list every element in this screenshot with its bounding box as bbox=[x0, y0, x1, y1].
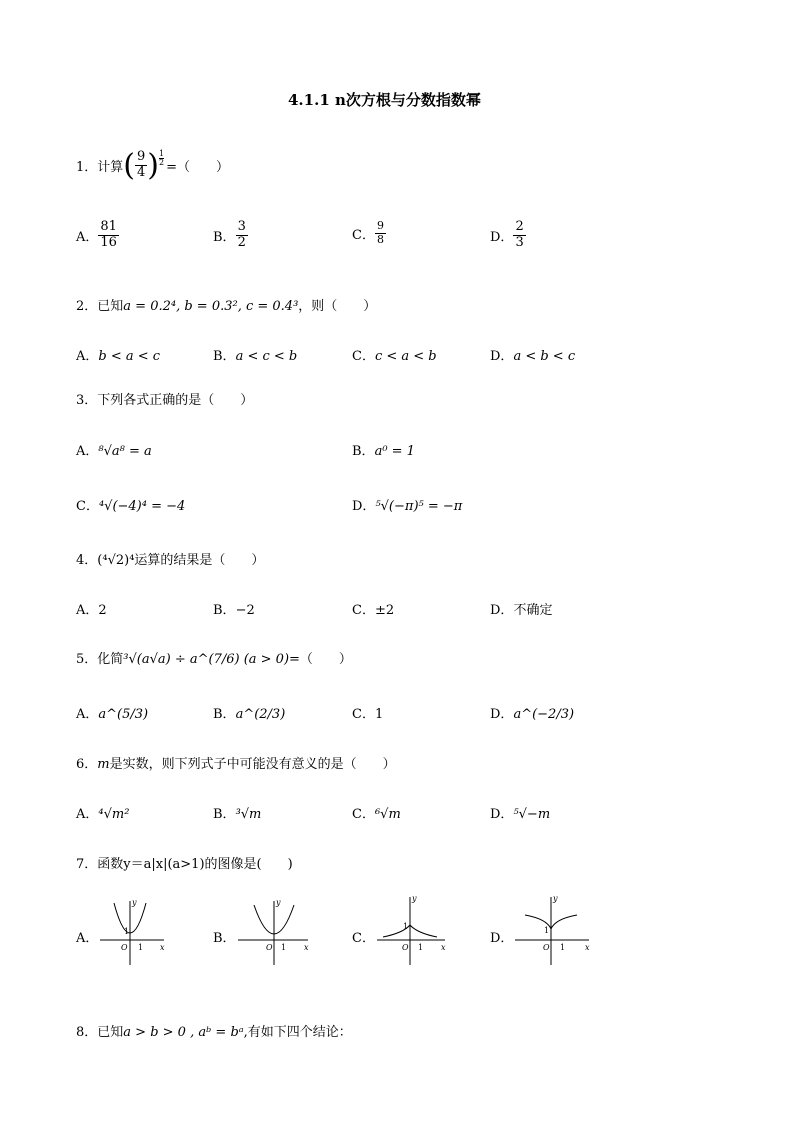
option-text: ⁵√(−π)⁵ = −π bbox=[375, 499, 463, 514]
option-label: C． bbox=[352, 227, 375, 243]
q6-option-c[interactable] bbox=[352, 803, 401, 822]
option-text: 2 bbox=[98, 603, 107, 618]
question-4 bbox=[76, 549, 264, 568]
option-label: C． bbox=[352, 807, 375, 822]
option-label: C． bbox=[352, 349, 375, 364]
question-4-suffix: 运算的结果是（ ） bbox=[134, 553, 265, 568]
question-1 bbox=[76, 140, 229, 190]
option-label: A． bbox=[76, 930, 99, 946]
q1-option-a[interactable] bbox=[76, 220, 119, 251]
q6-option-b[interactable] bbox=[213, 803, 261, 822]
tick-label: 1 bbox=[124, 927, 130, 936]
option-label: C． bbox=[76, 499, 99, 514]
option-label: B． bbox=[213, 707, 236, 722]
question-8-expression: a > b > 0 , aᵇ = bᵃ bbox=[123, 1025, 244, 1040]
option-label: C． bbox=[352, 603, 375, 618]
q4-option-a[interactable] bbox=[76, 599, 107, 618]
option-label: A． bbox=[76, 707, 99, 722]
graph-c bbox=[375, 893, 450, 969]
question-4-expression: (⁴√2)⁴ bbox=[97, 553, 135, 568]
q7-option-b[interactable] bbox=[213, 893, 311, 969]
option-label: B． bbox=[213, 930, 236, 946]
option-text: a⁰ = 1 bbox=[374, 444, 415, 459]
option-text: −2 bbox=[235, 603, 255, 618]
origin-label: O bbox=[543, 943, 550, 952]
question-6 bbox=[76, 753, 396, 772]
option-label: D． bbox=[490, 807, 514, 822]
option-text: b < a < c bbox=[98, 349, 161, 364]
question-2-suffix: ，则（ ） bbox=[298, 299, 377, 314]
option-text: a^(−2/3) bbox=[513, 707, 575, 722]
option-label: A． bbox=[76, 229, 99, 245]
q2-option-b[interactable] bbox=[213, 345, 297, 364]
base-fraction: $\frac{9}{4}$ bbox=[137, 148, 146, 180]
option-label: D． bbox=[490, 229, 514, 245]
question-2-prefix: 2．已知 bbox=[76, 299, 124, 314]
x-axis-label: x bbox=[585, 943, 590, 952]
option-text: ³√m bbox=[235, 807, 262, 822]
graph-a bbox=[98, 893, 168, 969]
y-axis-label: y bbox=[275, 898, 281, 907]
option-text: ±2 bbox=[374, 603, 395, 618]
option-text: 不确定 bbox=[513, 603, 553, 618]
x-axis-label: x bbox=[160, 943, 165, 952]
option-label: B． bbox=[213, 603, 236, 618]
tick-label: 1 bbox=[544, 926, 550, 935]
origin-label: O bbox=[265, 943, 273, 952]
option-label: B． bbox=[213, 807, 236, 822]
graph-b bbox=[236, 893, 311, 969]
q4-option-b[interactable] bbox=[213, 599, 255, 618]
question-5-suffix: =（ ） bbox=[289, 652, 352, 667]
q1-option-b[interactable] bbox=[213, 220, 248, 251]
question-5-prefix: 5．化简 bbox=[76, 652, 124, 667]
question-5 bbox=[76, 648, 352, 667]
q7-option-c[interactable] bbox=[352, 893, 450, 969]
x-axis-label: x bbox=[440, 943, 446, 952]
q7-option-d[interactable] bbox=[490, 893, 593, 969]
option-text: a < b < c bbox=[513, 349, 576, 364]
exponent-fraction: $\frac{1}{2}$ bbox=[159, 148, 165, 167]
q3-option-d[interactable] bbox=[352, 495, 462, 514]
option-label: A． bbox=[76, 444, 99, 459]
option-text: a^(2/3) bbox=[235, 707, 286, 722]
q3-option-c[interactable] bbox=[76, 495, 185, 514]
q7-option-a[interactable] bbox=[76, 893, 168, 969]
question-8-prefix: 8．已知 bbox=[76, 1025, 124, 1040]
q4-option-d[interactable] bbox=[490, 599, 552, 618]
graph-d bbox=[513, 893, 593, 969]
q2-option-d[interactable] bbox=[490, 345, 575, 364]
option-label: D． bbox=[490, 349, 514, 364]
q3-option-a[interactable] bbox=[76, 440, 152, 459]
option-text: ⁴√(−4)⁴ = −4 bbox=[98, 499, 186, 514]
option-label: C． bbox=[352, 930, 375, 946]
tick-label: 1 bbox=[402, 922, 409, 931]
tick-label: 1 bbox=[560, 943, 566, 952]
y-axis-label: y bbox=[132, 898, 137, 907]
x-axis-label: x bbox=[303, 943, 309, 952]
q2-option-c[interactable] bbox=[352, 345, 437, 364]
question-2-expression: a = 0.2⁴, b = 0.3², c = 0.4³ bbox=[123, 299, 299, 314]
option-text: ⁶√m bbox=[374, 807, 401, 822]
right-paren: ) bbox=[147, 147, 159, 183]
y-axis-label: y bbox=[411, 894, 417, 903]
question-1-prefix: 1．计算 bbox=[76, 159, 124, 175]
y-axis-label: y bbox=[553, 894, 558, 903]
option-text: 1 bbox=[374, 707, 384, 722]
tick-label: 1 bbox=[138, 943, 144, 952]
left-paren: ( bbox=[123, 147, 135, 183]
option-fraction: $\frac{2}{3}$ bbox=[515, 219, 524, 250]
question-6-suffix: 是实数，则下列式子中可能没有意义的是（ ） bbox=[109, 757, 396, 772]
option-label: B． bbox=[213, 349, 236, 364]
q5-option-a[interactable] bbox=[76, 703, 148, 722]
option-text: ⁸√a⁸ = a bbox=[98, 444, 152, 459]
q6-option-a[interactable] bbox=[76, 803, 129, 822]
option-label: A． bbox=[76, 807, 99, 822]
question-7: 7．函数y＝a|x|(a>1)的图像是( ) bbox=[76, 857, 293, 872]
page-title: 4.1.1 n次方根与分数指数幂 bbox=[288, 91, 481, 109]
question-5-expression: ³√(a√a) ÷ a^(7/6) (a > 0) bbox=[123, 652, 290, 667]
question-8 bbox=[76, 1021, 352, 1040]
option-label: B． bbox=[213, 229, 236, 245]
option-fraction: $\frac{81}{16}$ bbox=[100, 219, 117, 250]
option-label: A． bbox=[76, 603, 99, 618]
origin-label: O bbox=[401, 943, 409, 952]
q5-option-d[interactable] bbox=[490, 703, 574, 722]
option-label: B． bbox=[352, 444, 375, 459]
question-3: 3．下列各式正确的是（ ） bbox=[76, 393, 254, 408]
question-2 bbox=[76, 295, 376, 314]
q3-option-b[interactable] bbox=[352, 440, 415, 459]
question-6-variable: m bbox=[97, 757, 110, 772]
option-label: A． bbox=[76, 349, 99, 364]
origin-label: O bbox=[121, 943, 128, 952]
q1-option-d[interactable] bbox=[490, 220, 526, 251]
tick-label: 1 bbox=[280, 943, 286, 952]
tick-label: 1 bbox=[417, 943, 424, 952]
option-label: D． bbox=[490, 603, 514, 618]
question-8-suffix: ,有如下四个结论： bbox=[243, 1025, 352, 1040]
q5-option-c[interactable] bbox=[352, 703, 383, 722]
option-label: D． bbox=[490, 930, 514, 946]
q5-option-b[interactable] bbox=[213, 703, 285, 722]
option-text: ⁵√−m bbox=[513, 807, 551, 822]
option-fraction: $\frac{9}{8}$ bbox=[376, 219, 384, 246]
question-4-prefix: 4． bbox=[76, 553, 98, 568]
q6-option-d[interactable] bbox=[490, 803, 550, 822]
option-text: c < a < b bbox=[374, 349, 437, 364]
option-text: a < c < b bbox=[235, 349, 298, 364]
question-6-prefix: 6． bbox=[76, 757, 98, 772]
option-text: a^(5/3) bbox=[98, 707, 149, 722]
q4-option-c[interactable] bbox=[352, 599, 394, 618]
option-fraction: $\frac{3}{2}$ bbox=[237, 219, 246, 250]
option-label: D． bbox=[352, 499, 376, 514]
option-label: C． bbox=[352, 707, 375, 722]
q2-option-a[interactable] bbox=[76, 345, 160, 364]
q1-option-c[interactable] bbox=[352, 220, 386, 246]
option-text: ⁴√m² bbox=[98, 807, 130, 822]
option-label: D． bbox=[490, 707, 514, 722]
question-1-suffix: =（ ） bbox=[166, 159, 229, 175]
